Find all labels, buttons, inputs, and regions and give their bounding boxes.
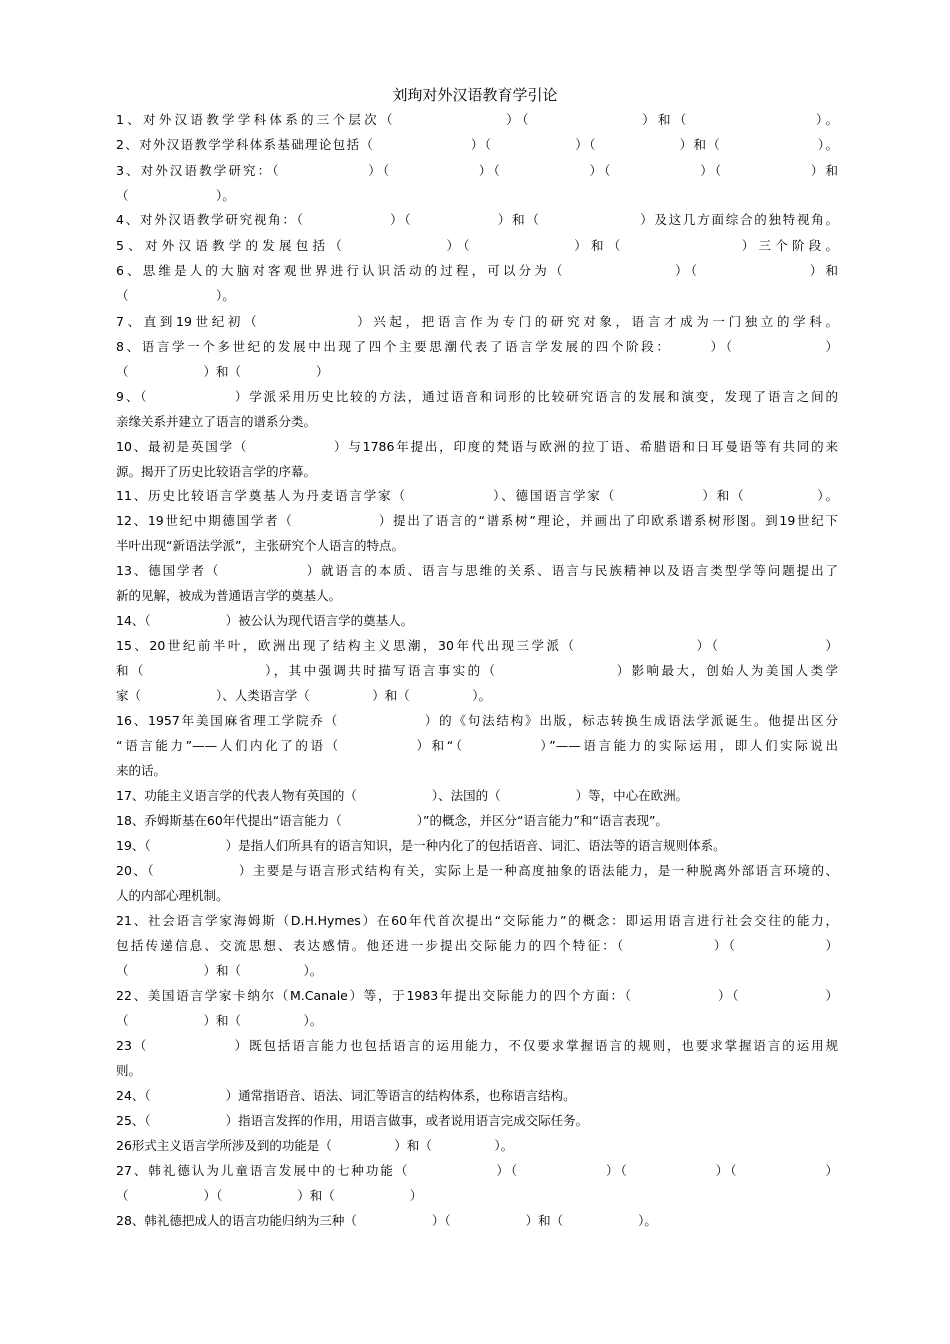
question-line: 7、直到19世纪初（ ）兴起，把语言作为专门的研究对象，语言才成为一门独立的学科。: [116, 314, 838, 329]
question-line: 则。: [116, 1063, 142, 1078]
question-line: 22、美国语言学家卡纳尔（M.Canale）等，于1983年提出交际能力的四个方面：（ ）（ ）: [116, 988, 838, 1003]
question-line: 12、19世纪中期德国学者（ ）提出了语言的“谱系树”理论，并画出了印欧系谱系树形图。到19世纪下: [116, 513, 838, 528]
question-line: 来的话。: [116, 763, 167, 778]
question-line: 14、（ ）被公认为现代语言学的奠基人。: [116, 613, 414, 628]
question-line: “语言能力”——人们内化了的语（ ）和“（ ）”——语言能力的实际运用，即人们实际说出: [116, 738, 838, 753]
question-line: 家（ ）、人类语言学（ ）和（ ）。: [116, 688, 492, 703]
question-line: 25、（ ）指语言发挥的作用，用语言做事，或者说用语言完成交际任务。: [116, 1113, 589, 1128]
question-line: 15、20世纪前半叶，欧洲出现了结构主义思潮，30年代出现三学派（ ）（ ）: [116, 638, 838, 653]
question-line: 8、语言学一个多世纪的发展中出现了四个主要思潮代表了语言学发展的四个阶段： ）（ ）: [116, 339, 838, 354]
question-line: 26形式主义语言学所涉及到的功能是（ ）和（ ）。: [116, 1138, 514, 1153]
question-line: 10、最初是英国学（ ）与1786年提出，印度的梵语与欧洲的拉丁语、希腊语和日耳曼语等有共同的来: [116, 439, 838, 454]
question-line: 4、对外汉语教学研究视角：（ ）（ ）和（ ）及这几方面综合的独特视角。: [116, 212, 838, 227]
question-line: 11、历史比较语言学奠基人为丹麦语言学家（ ）、德国语言学家（ ）和（ ）。: [116, 488, 838, 503]
question-line: 27、韩礼德认为儿童语言发展中的七种功能（ ）（ ）（ ）（ ）: [116, 1163, 838, 1178]
question-line: 20、（ ）主要是与语言形式结构有关，实际上是一种高度抽象的语法能力，是一种脱离外部语言环境的、: [116, 863, 838, 878]
question-line: 16、1957年美国麻省理工学院乔（ ）的《句法结构》出版，标志转换生成语法学派诞生。他提出区分: [116, 713, 838, 728]
question-line: 3、对外汉语教学研究：（ ）（ ）（ ）（ ）（ ）和: [116, 163, 838, 178]
page-title: 刘珣对外汉语教育学引论: [392, 86, 558, 104]
question-line: 6、思维是人的大脑对客观世界进行认识活动的过程，可以分为（ ）（ ）和: [116, 263, 838, 278]
question-line: 13、德国学者（ ）就语言的本质、语言与思维的关系、语言与民族精神以及语言类型学等问题提出了: [116, 563, 838, 578]
question-line: （ ）和（ ）: [116, 364, 329, 379]
question-line: 18、乔姆斯基在60年代提出“语言能力（ ）”的概念，并区分“语言能力”和“语言表现”。: [116, 813, 668, 828]
question-line: 1、对外汉语教学学科体系的三个层次（ ）（ ）和（ ）。: [116, 112, 838, 127]
question-line: 源。揭开了历史比较语言学的序幕。: [116, 464, 317, 479]
question-line: 24、（ ）通常指语音、语法、词汇等语言的结构体系，也称语言结构。: [116, 1088, 576, 1103]
question-line: 包括传递信息、交流思想、表达感情。他还进一步提出交际能力的四个特征：（ ）（ ）: [116, 938, 838, 953]
question-line: 21、社会语言学家海姆斯（D.H.Hymes）在60年代首次提出“交际能力”的概念：即运用语言进行社会交往的能力，: [116, 913, 838, 928]
question-line: 人的内部心理机制。: [116, 888, 229, 903]
question-line: 和（ ），其中强调共时描写语言事实的（ ）影响最大，创始人为美国人类学: [116, 663, 838, 678]
question-line: 5、对外汉语教学的发展包括（ ）（ ）和（ ）三个阶段。: [116, 238, 838, 253]
question-line: 17、功能主义语言学的代表人物有英国的（ ）、法国的（ ）等，中心在欧洲。: [116, 788, 689, 803]
question-line: （ ）。: [116, 188, 235, 203]
question-line: 亲缘关系并建立了语言的谱系分类。: [116, 414, 317, 429]
question-line: 半叶出现“新语法学派”，主张研究个人语言的特点。: [116, 538, 404, 553]
question-line: 23（ ）既包括语言能力也包括语言的运用能力，不仅要求掌握语言的规则，也要求掌握语言的运用规: [116, 1038, 838, 1053]
question-line: 19、（ ）是指人们所具有的语言知识，是一种内化了的包括语音、词汇、语法等的语言规则体系。: [116, 838, 726, 853]
question-line: （ ）和（ ）。: [116, 1013, 323, 1028]
question-line: 28、韩礼德把成人的语言功能归纳为三种（ ）（ ）和（ ）。: [116, 1213, 657, 1228]
question-line: （ ）和（ ）。: [116, 963, 323, 978]
question-line: （ ）（ ）和（ ）: [116, 1188, 423, 1203]
question-line: 2、对外汉语教学学科体系基础理论包括（ ）（ ）（ ）和（ ）。: [116, 137, 838, 152]
question-line: （ ）。: [116, 288, 235, 303]
question-line: 新的见解，被成为普通语言学的奠基人。: [116, 588, 342, 603]
question-line: 9、（ ）学派采用历史比较的方法，通过语音和词形的比较研究语言的发展和演变，发现了语言之间的: [116, 389, 838, 404]
